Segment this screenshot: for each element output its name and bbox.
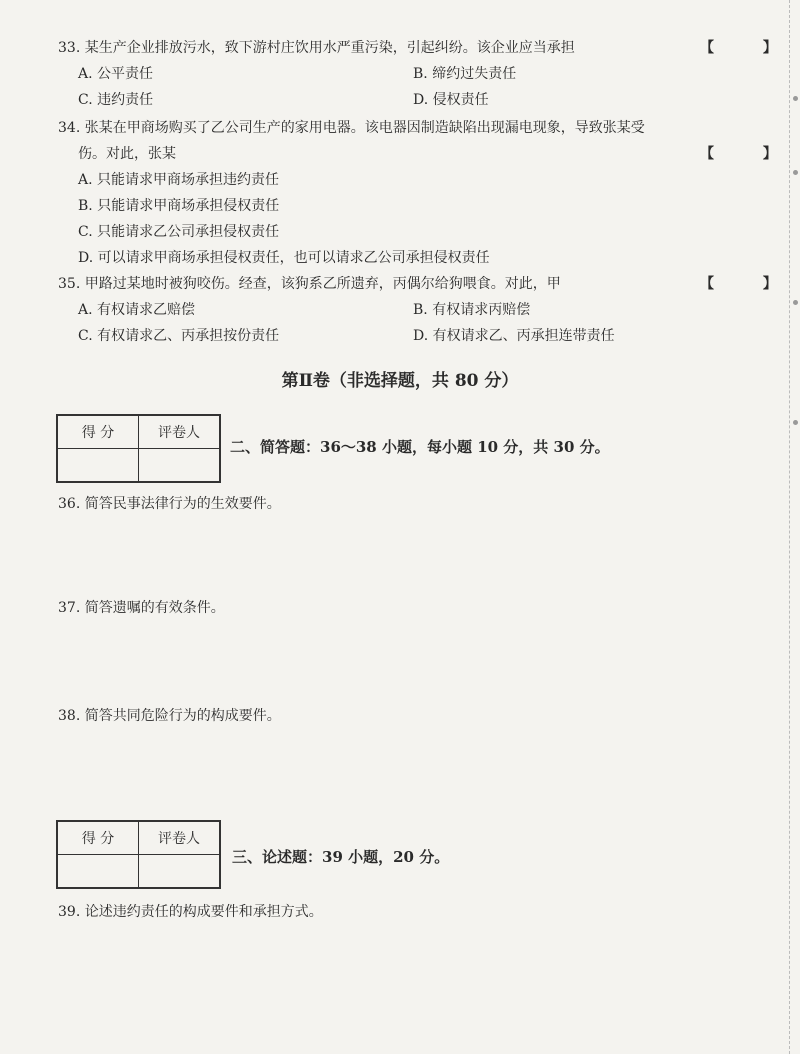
q33-option-a: A. 公平责任	[78, 66, 154, 82]
score-cell[interactable]	[57, 449, 139, 483]
score-header: 得 分	[57, 821, 139, 855]
q38-stem: 38. 简答共同危险行为的构成要件。	[58, 708, 281, 724]
q39-stem: 39. 论述违约责任的构成要件和承担方式。	[58, 904, 323, 920]
q34-stem-line1: 34. 张某在甲商场购买了乙公司生产的家用电器。该电器因制造缺陷出现漏电现象，导致张某受	[58, 120, 645, 136]
q33-option-b: B. 缔约过失责任	[413, 66, 517, 82]
q36-stem: 36. 简答民事法律行为的生效要件。	[58, 496, 281, 512]
grader-header: 评卷人	[139, 821, 221, 855]
q35-option-c: C. 有权请求乙、丙承担按份责任	[78, 328, 280, 344]
q35-answer-bracket: 【 】	[700, 276, 799, 292]
q34-option-d: D. 可以请求甲商场承担侵权责任，也可以请求乙公司承担侵权责任	[78, 250, 490, 266]
section3-heading: 三、论述题：39 小题，20 分。	[232, 848, 450, 866]
q33-option-c: C. 违约责任	[78, 92, 154, 108]
q34-stem-line2: 伤。对此，张某	[78, 146, 176, 162]
binding-edge	[789, 0, 800, 1054]
q33-answer-bracket: 【 】	[700, 40, 799, 56]
q35-stem: 35. 甲路过某地时被狗咬伤。经查，该狗系乙所遗弃，丙偶尔给狗喂食。对此，甲	[58, 276, 561, 292]
q34-answer-bracket: 【 】	[700, 146, 799, 162]
score-box-section2	[56, 414, 221, 483]
grader-cell[interactable]	[139, 449, 221, 483]
binding-hole	[793, 96, 798, 101]
score-header: 得 分	[57, 415, 139, 449]
q33-option-d: D. 侵权责任	[413, 92, 489, 108]
q35-option-b: B. 有权请求丙赔偿	[413, 302, 531, 318]
section2-heading: 二、简答题：36～38 小题，每小题 10 分，共 30 分。	[230, 438, 610, 456]
q34-option-c: C. 只能请求乙公司承担侵权责任	[78, 224, 280, 240]
score-cell[interactable]	[57, 855, 139, 889]
q33-stem: 33. 某生产企业排放污水，致下游村庄饮用水严重污染，引起纠纷。该企业应当承担	[58, 40, 575, 56]
grader-cell[interactable]	[139, 855, 221, 889]
q37-stem: 37. 简答遗嘱的有效条件。	[58, 600, 225, 616]
q34-option-a: A. 只能请求甲商场承担违约责任	[78, 172, 280, 188]
q35-option-d: D. 有权请求乙、丙承担连带责任	[413, 328, 615, 344]
q34-option-b: B. 只能请求甲商场承担侵权责任	[78, 198, 280, 214]
score-box-section3	[56, 820, 221, 889]
q35-option-a: A. 有权请求乙赔偿	[78, 302, 196, 318]
binding-hole	[793, 300, 798, 305]
binding-hole	[793, 170, 798, 175]
binding-hole	[793, 420, 798, 425]
part2-title: 第Ⅱ卷（非选择题，共 80 分）	[281, 371, 519, 391]
grader-header: 评卷人	[139, 415, 221, 449]
